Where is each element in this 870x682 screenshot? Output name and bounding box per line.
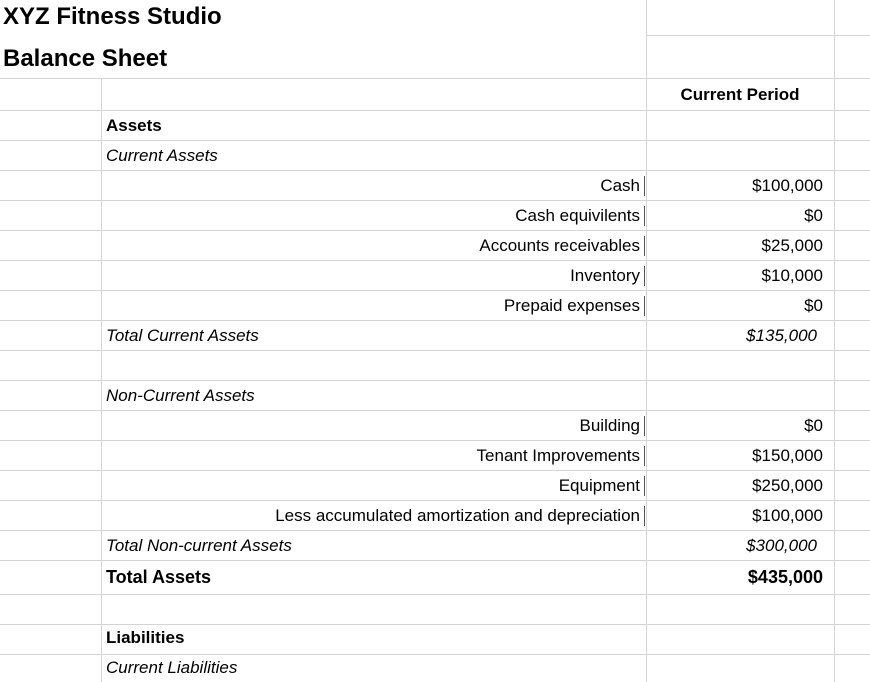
gridline: [0, 530, 870, 531]
total-assets-value[interactable]: $435,000: [747, 567, 823, 587]
gridline: [0, 350, 870, 351]
gridline: [0, 560, 870, 561]
line-item-value[interactable]: $100,000: [752, 176, 823, 195]
gridline: [0, 170, 870, 171]
line-item-label[interactable]: Accounts receivables: [102, 236, 645, 256]
line-item-value[interactable]: $100,000: [752, 506, 823, 525]
line-item-label[interactable]: Tenant Improvements: [102, 446, 645, 466]
gridline: [0, 380, 870, 381]
gridline: [0, 500, 870, 501]
current-liabilities-label[interactable]: Current Liabilities: [106, 658, 238, 677]
gridline: [0, 140, 870, 141]
line-item-label[interactable]: Building: [102, 416, 645, 436]
gridline: [0, 200, 870, 201]
gridline: [646, 35, 870, 36]
gridline: [0, 230, 870, 231]
line-item-value[interactable]: $150,000: [752, 446, 823, 465]
gridline: [834, 0, 835, 682]
line-item-label[interactable]: Cash equivilents: [102, 206, 645, 226]
line-item-label[interactable]: Less accumulated amortization and depreciation: [102, 506, 645, 526]
gridline: [0, 320, 870, 321]
total-current-assets-label[interactable]: Total Current Assets: [106, 326, 259, 345]
total-noncurrent-assets-value[interactable]: $300,000: [746, 536, 817, 555]
company-name[interactable]: XYZ Fitness Studio: [3, 3, 222, 30]
gridline: [0, 594, 870, 595]
gridline: [0, 624, 870, 625]
gridline: [0, 260, 870, 261]
line-item-value[interactable]: $0: [804, 416, 823, 435]
period-header[interactable]: Current Period: [680, 85, 800, 104]
sheet-title[interactable]: Balance Sheet: [3, 45, 168, 72]
gridline: [0, 654, 870, 655]
line-item-label[interactable]: Prepaid expenses: [102, 296, 645, 316]
line-item-value[interactable]: $10,000: [761, 266, 823, 285]
assets-heading[interactable]: Assets: [106, 116, 162, 135]
current-assets-label[interactable]: Current Assets: [106, 146, 218, 165]
gridline: [0, 410, 870, 411]
liabilities-heading[interactable]: Liabilities: [106, 628, 185, 647]
total-noncurrent-assets-label[interactable]: Total Non-current Assets: [106, 536, 292, 555]
noncurrent-assets-label[interactable]: Non-Current Assets: [106, 386, 255, 405]
line-item-label[interactable]: Inventory: [102, 266, 645, 286]
gridline: [0, 110, 870, 111]
line-item-value[interactable]: $25,000: [761, 236, 823, 255]
total-assets-label[interactable]: Total Assets: [106, 567, 212, 587]
line-item-label[interactable]: Equipment: [102, 476, 645, 496]
line-item-label[interactable]: Cash: [102, 176, 645, 196]
gridline: [0, 440, 870, 441]
line-item-value[interactable]: $250,000: [752, 476, 823, 495]
gridline: [0, 78, 870, 79]
total-current-assets-value[interactable]: $135,000: [746, 326, 817, 345]
gridline: [0, 290, 870, 291]
line-item-value[interactable]: $0: [804, 206, 823, 225]
gridline: [0, 470, 870, 471]
line-item-value[interactable]: $0: [804, 296, 823, 315]
